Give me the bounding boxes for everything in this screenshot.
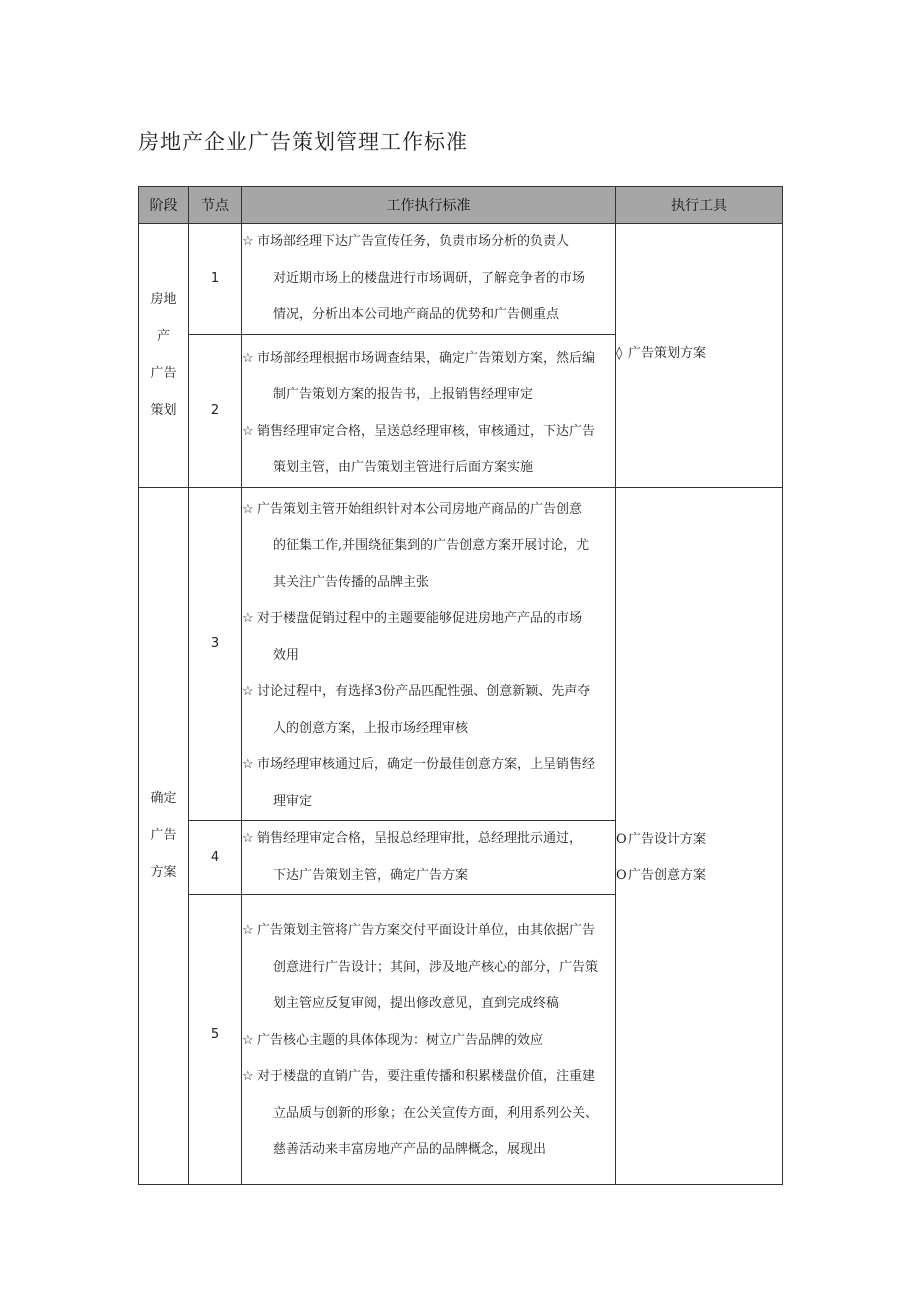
node-number: 5 <box>189 895 242 1185</box>
standard-text: 市场经理审核通过后，确定一份最佳创意方案，上呈销售经 <box>257 757 596 772</box>
star-icon: ☆ <box>242 350 254 366</box>
standard-item <box>242 1023 615 1060</box>
node-number: 1 <box>189 224 242 335</box>
standard-text-continued: 慈善活动来丰富房地产产品的品牌概念，展现出 <box>273 1142 547 1157</box>
star-icon: ☆ <box>242 234 254 249</box>
header-row <box>139 187 783 224</box>
standard-text: 市场部经理根据市场调查结果，确定广告策划方案，然后编 <box>257 350 596 366</box>
standard-cell <box>242 224 616 335</box>
stage-line: 广告 <box>150 366 177 382</box>
page-title: 房地产企业广告策划管理工作标准 <box>138 130 468 154</box>
standard-text-continued: 制广告策划方案的报告书，上报销售经理审定 <box>273 387 534 402</box>
tool-text: 广告策划方案 <box>628 346 707 361</box>
diamond-icon: ◊ <box>616 346 623 361</box>
stage-line: 广告 <box>150 828 177 844</box>
standard-text-continued: 其关注广告传播的品牌主张 <box>273 574 430 590</box>
standard-item <box>242 492 615 529</box>
stage-line: 确定 <box>150 791 177 807</box>
tool-text: 广告创意方案 <box>628 867 707 883</box>
standard-text-continued: 立品质与创新的形象；在公关宣传方面，利用系列公关、 <box>273 1105 599 1121</box>
table-row <box>139 224 783 335</box>
standard-cell <box>242 895 616 1185</box>
tool-item <box>616 336 782 372</box>
stage-cell <box>139 487 189 1185</box>
circle-icon: O <box>616 867 627 883</box>
standard-cell <box>242 821 616 895</box>
star-icon: ☆ <box>242 1069 254 1084</box>
standard-text-continued: 策划主管，由广告策划主管进行后面方案实施 <box>273 460 534 475</box>
star-icon: ☆ <box>242 923 254 938</box>
tool-item <box>616 858 782 894</box>
standard-item <box>242 341 615 378</box>
header-stage: 阶段 <box>139 187 189 224</box>
star-icon: ☆ <box>242 423 254 439</box>
standard-text: 讨论过程中，有选择3份产品匹配性强、创意新颖、先声夺 <box>257 684 591 699</box>
work-standard-table <box>138 186 783 1185</box>
node-number: 4 <box>189 821 242 895</box>
standard-text-continued: 划主管应反复审阅，提出修改意见，直到完成终稿 <box>273 996 560 1011</box>
standard-text-continued: 人的创意方案，上报市场经理审核 <box>273 720 469 736</box>
circle-icon: O <box>616 831 627 847</box>
star-icon: ☆ <box>242 831 254 846</box>
stage-line: 产 <box>156 329 170 345</box>
standard-item <box>242 1059 615 1096</box>
star-icon: ☆ <box>242 757 254 772</box>
stage-line: 房地 <box>150 292 177 308</box>
standard-text: 广告策划主管将广告方案交付平面设计单位，由其依据广告 <box>257 923 596 938</box>
standard-text: 销售经理审定合格，呈报总经理审批，总经理批示通过， <box>257 831 583 846</box>
tool-cell <box>616 487 783 1185</box>
node-number: 3 <box>189 487 242 821</box>
stage-line: 策划 <box>150 403 177 419</box>
header-tool: 执行工具 <box>616 187 783 224</box>
standard-cell <box>242 334 616 487</box>
standard-item <box>242 747 615 784</box>
standard-text: 广告核心主题的具体体现为：树立广告品牌的效应 <box>257 1032 544 1048</box>
table-body <box>139 224 783 1185</box>
standard-text-continued: 的征集工作,并围绕征集到的广告创意方案开展讨论，尤 <box>273 538 590 553</box>
standard-item <box>242 913 615 950</box>
standard-text-continued: 对近期市场上的楼盘进行市场调研，了解竞争者的市场 <box>273 270 586 286</box>
standard-text: 广告策划主管开始组织针对本公司房地产商品的广告创意 <box>257 501 583 517</box>
standard-text-continued: 创意进行广告设计；其间，涉及地产核心的部分，广告策 <box>273 959 599 975</box>
standard-cell <box>242 487 616 821</box>
tool-cell <box>616 224 783 488</box>
standard-text-continued: 理审定 <box>273 793 313 809</box>
star-icon: ☆ <box>242 684 254 699</box>
star-icon: ☆ <box>242 501 254 517</box>
standard-text-continued: 下达广告策划主管，确定广告方案 <box>273 867 469 883</box>
standard-item <box>242 224 615 261</box>
stage-line: 方案 <box>150 865 177 881</box>
standard-text-continued: 效用 <box>273 647 300 663</box>
standard-item <box>242 821 615 858</box>
standard-text: 销售经理审定合格，呈送总经理审核，审核通过，下达广告 <box>257 423 596 439</box>
node-number: 2 <box>189 334 242 487</box>
header-node: 节点 <box>189 187 242 224</box>
tool-text: 广告设计方案 <box>628 831 707 847</box>
standard-item <box>242 414 615 451</box>
standard-text-continued: 情况，分析出本公司地产商品的优势和广告侧重点 <box>273 307 560 322</box>
standard-text: 市场部经理下达广告宣传任务，负责市场分析的负责人 <box>257 234 570 249</box>
stage-cell <box>139 224 189 488</box>
header-standard: 工作执行标准 <box>242 187 616 224</box>
standard-item <box>242 601 615 638</box>
table-row <box>139 487 783 821</box>
standard-item <box>242 674 615 711</box>
tool-item <box>616 822 782 858</box>
standard-text: 对于楼盘促销过程中的主题要能够促进房地产产品的市场 <box>257 611 583 626</box>
star-icon: ☆ <box>242 1032 254 1048</box>
standard-text: 对于楼盘的直销广告，要注重传播和积累楼盘价值，注重建 <box>257 1069 596 1084</box>
star-icon: ☆ <box>242 611 254 626</box>
